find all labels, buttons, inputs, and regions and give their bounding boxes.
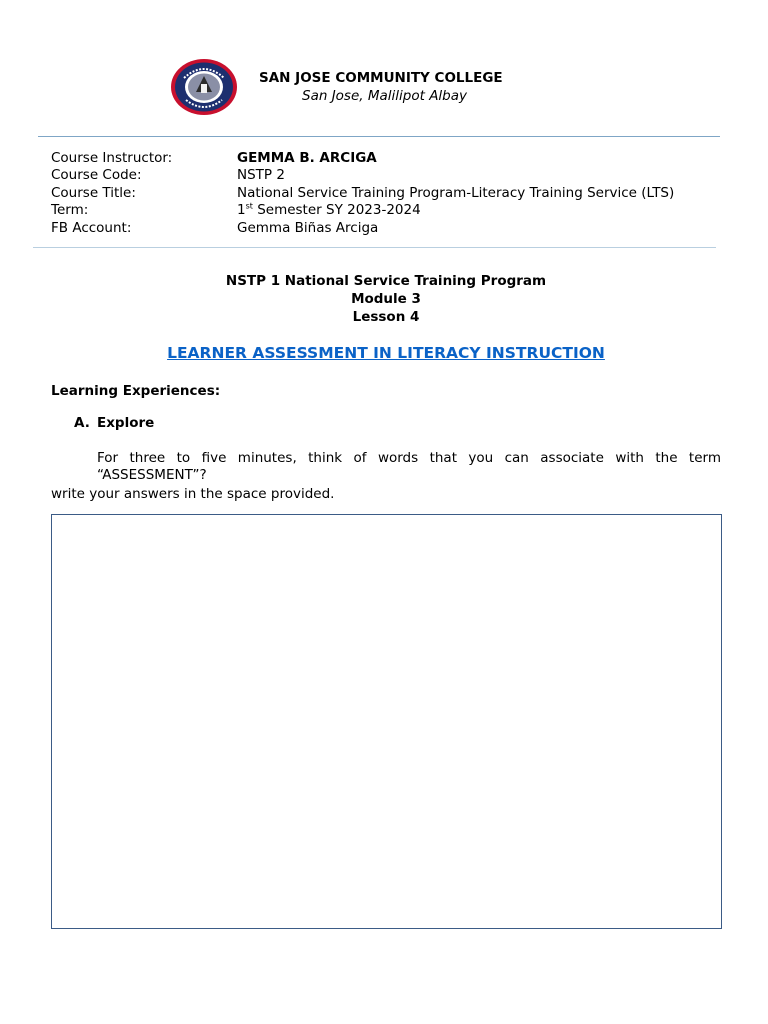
college-logo bbox=[170, 58, 238, 116]
info-label: Course Title: bbox=[51, 185, 136, 201]
info-row-term bbox=[51, 202, 421, 220]
info-row-fb-account bbox=[51, 220, 378, 238]
term-value bbox=[237, 202, 421, 220]
lesson-title: LEARNER ASSESSMENT IN LITERACY INSTRUCTION bbox=[167, 344, 605, 362]
info-label: Term: bbox=[51, 202, 89, 218]
explore-title: Explore bbox=[97, 415, 155, 431]
explore-heading bbox=[74, 415, 154, 431]
info-divider bbox=[33, 247, 716, 248]
college-address: San Jose, Malilipot Albay bbox=[302, 88, 468, 104]
instruction-line-1: For three to five minutes, think of words that you can associate with the term bbox=[97, 450, 721, 466]
section-heading: Learning Experiences: bbox=[51, 383, 221, 399]
instruction-line-2: “ASSESSMENT”? bbox=[97, 467, 207, 483]
info-row-instructor bbox=[51, 150, 377, 168]
term-text: Semester SY 2023-2024 bbox=[252, 202, 421, 218]
college-seal-icon bbox=[170, 58, 238, 116]
term-ordinal: st bbox=[245, 201, 253, 211]
info-row-course-code bbox=[51, 167, 285, 185]
module-line: Module 3 bbox=[351, 291, 421, 307]
fb-account: Gemma Biñas Arciga bbox=[237, 220, 379, 236]
lesson-line: Lesson 4 bbox=[352, 309, 420, 325]
info-label: Course Instructor: bbox=[51, 150, 173, 166]
instruction-line-3: write your answers in the space provided. bbox=[51, 486, 335, 502]
instructor-name: GEMMA B. ARCIGA bbox=[237, 150, 377, 166]
answer-box[interactable] bbox=[51, 514, 722, 929]
info-row-course-title bbox=[51, 185, 674, 203]
info-label: Course Code: bbox=[51, 167, 142, 183]
course-code: NSTP 2 bbox=[237, 167, 285, 183]
explore-letter: A. bbox=[74, 415, 90, 431]
header-divider bbox=[38, 136, 720, 137]
course-title: National Service Training Program-Literacy Training Service (LTS) bbox=[237, 185, 675, 201]
program-line: NSTP 1 National Service Training Program bbox=[225, 273, 547, 289]
term-number: 1 bbox=[237, 202, 246, 218]
info-label: FB Account: bbox=[51, 220, 132, 236]
college-name: SAN JOSE COMMUNITY COLLEGE bbox=[259, 70, 503, 86]
